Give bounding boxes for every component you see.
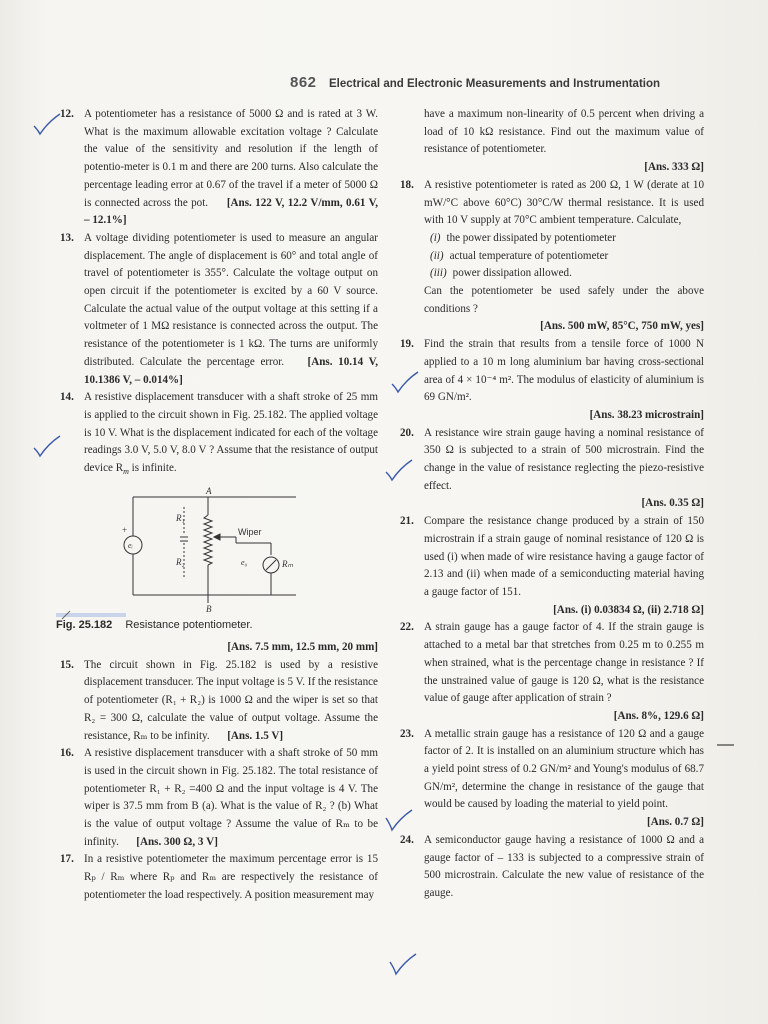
question-text: A voltage dividing potentiometer is used to measure an angular displacement. The angle of displacement is 60° and total angle of travel of potentiometer is 355°. Calculate the voltage output on open circuit if the potentiometer is excited by a 60 V source. Calculate the actual value of the output voltage at this setting if a voltmeter of 1 MΩ resistance is connected across the output. The resistance of the potentiometer is 1 kΩ. The turns are uniformly distributed. Calculate the percentage error. xyxy=(84,231,378,368)
answer-19: [Ans. 38.23 microstrain] xyxy=(589,408,704,421)
question-text-end: is infinite. xyxy=(128,462,177,475)
option-text: the power dissipated by potentiometer xyxy=(446,231,616,244)
question-text: have a maximum non-linearity of 0.5 percent when driving a load of 10 kΩ resistance. Find out the maximum value of resistance of potentiometer. xyxy=(424,108,704,156)
page-header xyxy=(290,74,720,92)
question-17 xyxy=(56,851,378,904)
question-18-after xyxy=(396,283,704,318)
question-text: A resistance wire strain gauge having a nominal resistance of 350 Ω is subjected to a strain of 500 microstrain. Find the change in the value of resistance reglecting the piezo-resistive effect. xyxy=(424,426,704,492)
figure-caption xyxy=(56,619,378,631)
question-18 xyxy=(396,177,704,230)
label-plus: + xyxy=(122,524,128,535)
question-17-continued xyxy=(396,106,704,159)
answer-22: [Ans. 8%, 129.6 Ω] xyxy=(613,709,704,722)
option-text: power dissipation allowed. xyxy=(452,267,572,280)
pen-check-mark xyxy=(384,808,414,834)
option-text: actual temperature of potentiometer xyxy=(449,249,609,262)
label-eo: e₀ xyxy=(241,557,248,567)
question-text: Find the strain that results from a tensile force of 1000 N applied to a 10 m long aluminium bar having cross-sectional area of 4 × 10⁻⁴ m². The modulus of elasticity of aluminium is 69 GN/m². xyxy=(424,338,704,404)
question-number: 15. xyxy=(60,658,74,671)
option-number: (ii) xyxy=(430,249,444,262)
answer-18: [Ans. 500 mW, 85°C, 750 mW, yes] xyxy=(540,320,704,333)
question-number: 20. xyxy=(400,426,414,439)
resistor-zigzag xyxy=(204,515,212,565)
figure-caption-text: Resistance potentiometer. xyxy=(125,618,253,631)
question-text: A metallic strain gauge has a resistance of 120 Ω and a gauge factor of 2. It is installed on an aluminium structure which has a yield point stress of 0.2 GN/m² and Young's modulus of 68.7 GN/m², determine the change in resistance of the gauge that would be caused by loading the material to yield point. xyxy=(424,727,704,811)
answer: [Ans. 300 Ω, 3 V] xyxy=(136,835,218,848)
page-number: 862 xyxy=(290,74,317,91)
label-wiper: Wiper xyxy=(238,526,262,537)
label-r2: R₂ xyxy=(176,556,185,567)
answer-23: [Ans. 0.7 Ω] xyxy=(647,816,704,829)
question-text: A resistive displacement transducer with a shaft stroke of 50 mm is used in the circuit shown in Fig. 25.182. The total resistance of potentiometer R₁ + R₂ =400 Ω and the input voltage is 4 V. The wiper is 37.5 mm from B (a). What is the value of R₂ ? (b) What is the value of output voltage ? Assume the value of Rₘ to be infinity. xyxy=(84,747,378,848)
source-ei xyxy=(124,536,142,554)
question-21 xyxy=(396,513,704,602)
question-text: A strain gauge has a gauge factor of 4. If the strain gauge is attached to a metal bar that stretches from 0.25 m to 0.255 m when strained, what is the percentage change in resistance ? If the unstrained value of gauge is 120 Ω, what is the resistance value of gauge after application of strain ? xyxy=(424,621,704,705)
pen-check-mark xyxy=(390,370,420,396)
question-text: The circuit shown in Fig. 25.182 is used by a resistive displacement transducer. The input voltage is 5 V. If the resistance of potentiometer (R₁ + R₂) is 1000 Ω and the wiper is set so that R₂ = 300 Ω, calculate the value of output voltage. Assume the resistance, Rₘ to be infinity. xyxy=(84,658,378,742)
left-column xyxy=(56,106,378,905)
question-number: 19. xyxy=(400,338,414,351)
question-number: 14. xyxy=(60,391,74,404)
pen-check-mark xyxy=(388,952,418,978)
question-number: 24. xyxy=(400,833,414,846)
question-13 xyxy=(56,230,378,389)
label-b: B xyxy=(206,603,212,614)
label-rm: Rₘ xyxy=(282,558,294,569)
question-text: Compare the resistance change produced by a strain of 150 microstrain if a strain gauge of nominal resistance of 120 Ω is used (i) when made of wire resistance having a gauge factor of 2.13 and (ii) when made of a semiconducting material having a gauge factor of 151. xyxy=(424,515,704,598)
answer: [Ans. 122 V, 12.2 V/mm, 0.61 V, – 12.1%] xyxy=(84,196,378,227)
figure-number: Fig. 25.182 xyxy=(56,618,113,631)
question-number: 12. xyxy=(60,108,74,120)
pen-check-mark xyxy=(32,434,62,460)
option-number: (i) xyxy=(430,231,441,244)
right-column xyxy=(396,106,704,903)
question-18-options xyxy=(396,230,704,283)
question-number: 21. xyxy=(400,515,414,528)
answer-14: [Ans. 7.5 mm, 12.5 mm, 20 mm] xyxy=(227,640,378,653)
option-i xyxy=(424,230,704,248)
question-16 xyxy=(56,745,378,851)
answer-20: [Ans. 0.35 Ω] xyxy=(641,497,704,510)
question-22 xyxy=(396,619,704,708)
subscript: m xyxy=(123,467,129,477)
option-iii xyxy=(424,265,704,283)
question-14 xyxy=(56,389,378,481)
pen-check-mark xyxy=(384,458,414,484)
question-number: 16. xyxy=(60,747,74,760)
label-ei: eᵢ xyxy=(128,540,133,550)
question-text: A potentiometer has a resistance of 5000 Ω and is rated at 3 W. What is the maximum allowable excitation voltage ? Calculate the value of the sensitivity and resolution if the length of potentio-meter is 0.1 m and there are 200 turns. Also calculate the percentage leading error at 0.67 of the travel if a meter of 5000 Ω is connected across the pot. xyxy=(84,108,378,209)
book-title: Electrical and Electronic Measurements and Instrumentation xyxy=(328,78,661,90)
question-number: 22. xyxy=(400,621,414,634)
question-number: 23. xyxy=(400,727,414,740)
wiper-arrow xyxy=(214,534,220,540)
label-a: A xyxy=(206,485,212,496)
question-text: Can the potentiometer be used safely under the above conditions ? xyxy=(424,285,704,315)
question-number: 13. xyxy=(60,231,74,244)
question-text: A resistive potentiometer is rated as 200 Ω, 1 W (derate at 10 mW/°C above 60°C) 30°C/W thermal resistance. It is used with 10 V supply at 70°C ambient temperature. Calculate, xyxy=(424,178,704,227)
answer-17: [Ans. 333 Ω] xyxy=(644,161,704,174)
question-12 xyxy=(56,106,378,230)
question-text: In a resistive potentiometer the maximum percentage error is 15 Rₚ / Rₘ where Rₚ and Rₘ are respectively the resistance of potentiometer the load respectively. A position measurement may xyxy=(84,853,378,901)
figure-25-182 xyxy=(56,485,378,615)
question-text: A resistive displacement transducer with a shaft stroke of 25 mm is applied to the circuit shown in Fig. 25.182. The applied voltage is 10 V. What is the displacement indicated for each of the voltage readings 3.0 V, 5.0 V, 8.0 V ? Assume that the resistance of output device R xyxy=(84,391,378,475)
circuit-diagram xyxy=(56,485,378,615)
label-r1: R₁ xyxy=(176,512,185,523)
question-number: 18. xyxy=(400,178,414,191)
question-number: 17. xyxy=(60,853,74,866)
question-23 xyxy=(396,726,704,815)
question-19 xyxy=(396,336,704,407)
option-number: (iii) xyxy=(430,267,447,280)
answer-21: [Ans. (i) 0.03834 Ω, (ii) 2.718 Ω] xyxy=(553,603,704,616)
question-24 xyxy=(396,832,704,903)
question-text: A semiconductor gauge having a resistance of 1000 Ω and a gauge factor of – 133 is subjected to a compressive strain of 500 microstrain. Calculate the new value of resistance of the gauge. xyxy=(424,833,704,899)
question-15 xyxy=(56,657,378,746)
pen-dash-mark xyxy=(716,742,736,748)
answer: [Ans. 10.14 V, 10.1386 V, – 0.014%] xyxy=(84,355,378,386)
option-ii xyxy=(424,248,704,266)
pen-stroke-mark xyxy=(60,607,74,621)
pen-check-mark xyxy=(32,112,62,138)
answer: [Ans. 1.5 V] xyxy=(227,729,284,742)
question-20 xyxy=(396,425,704,496)
